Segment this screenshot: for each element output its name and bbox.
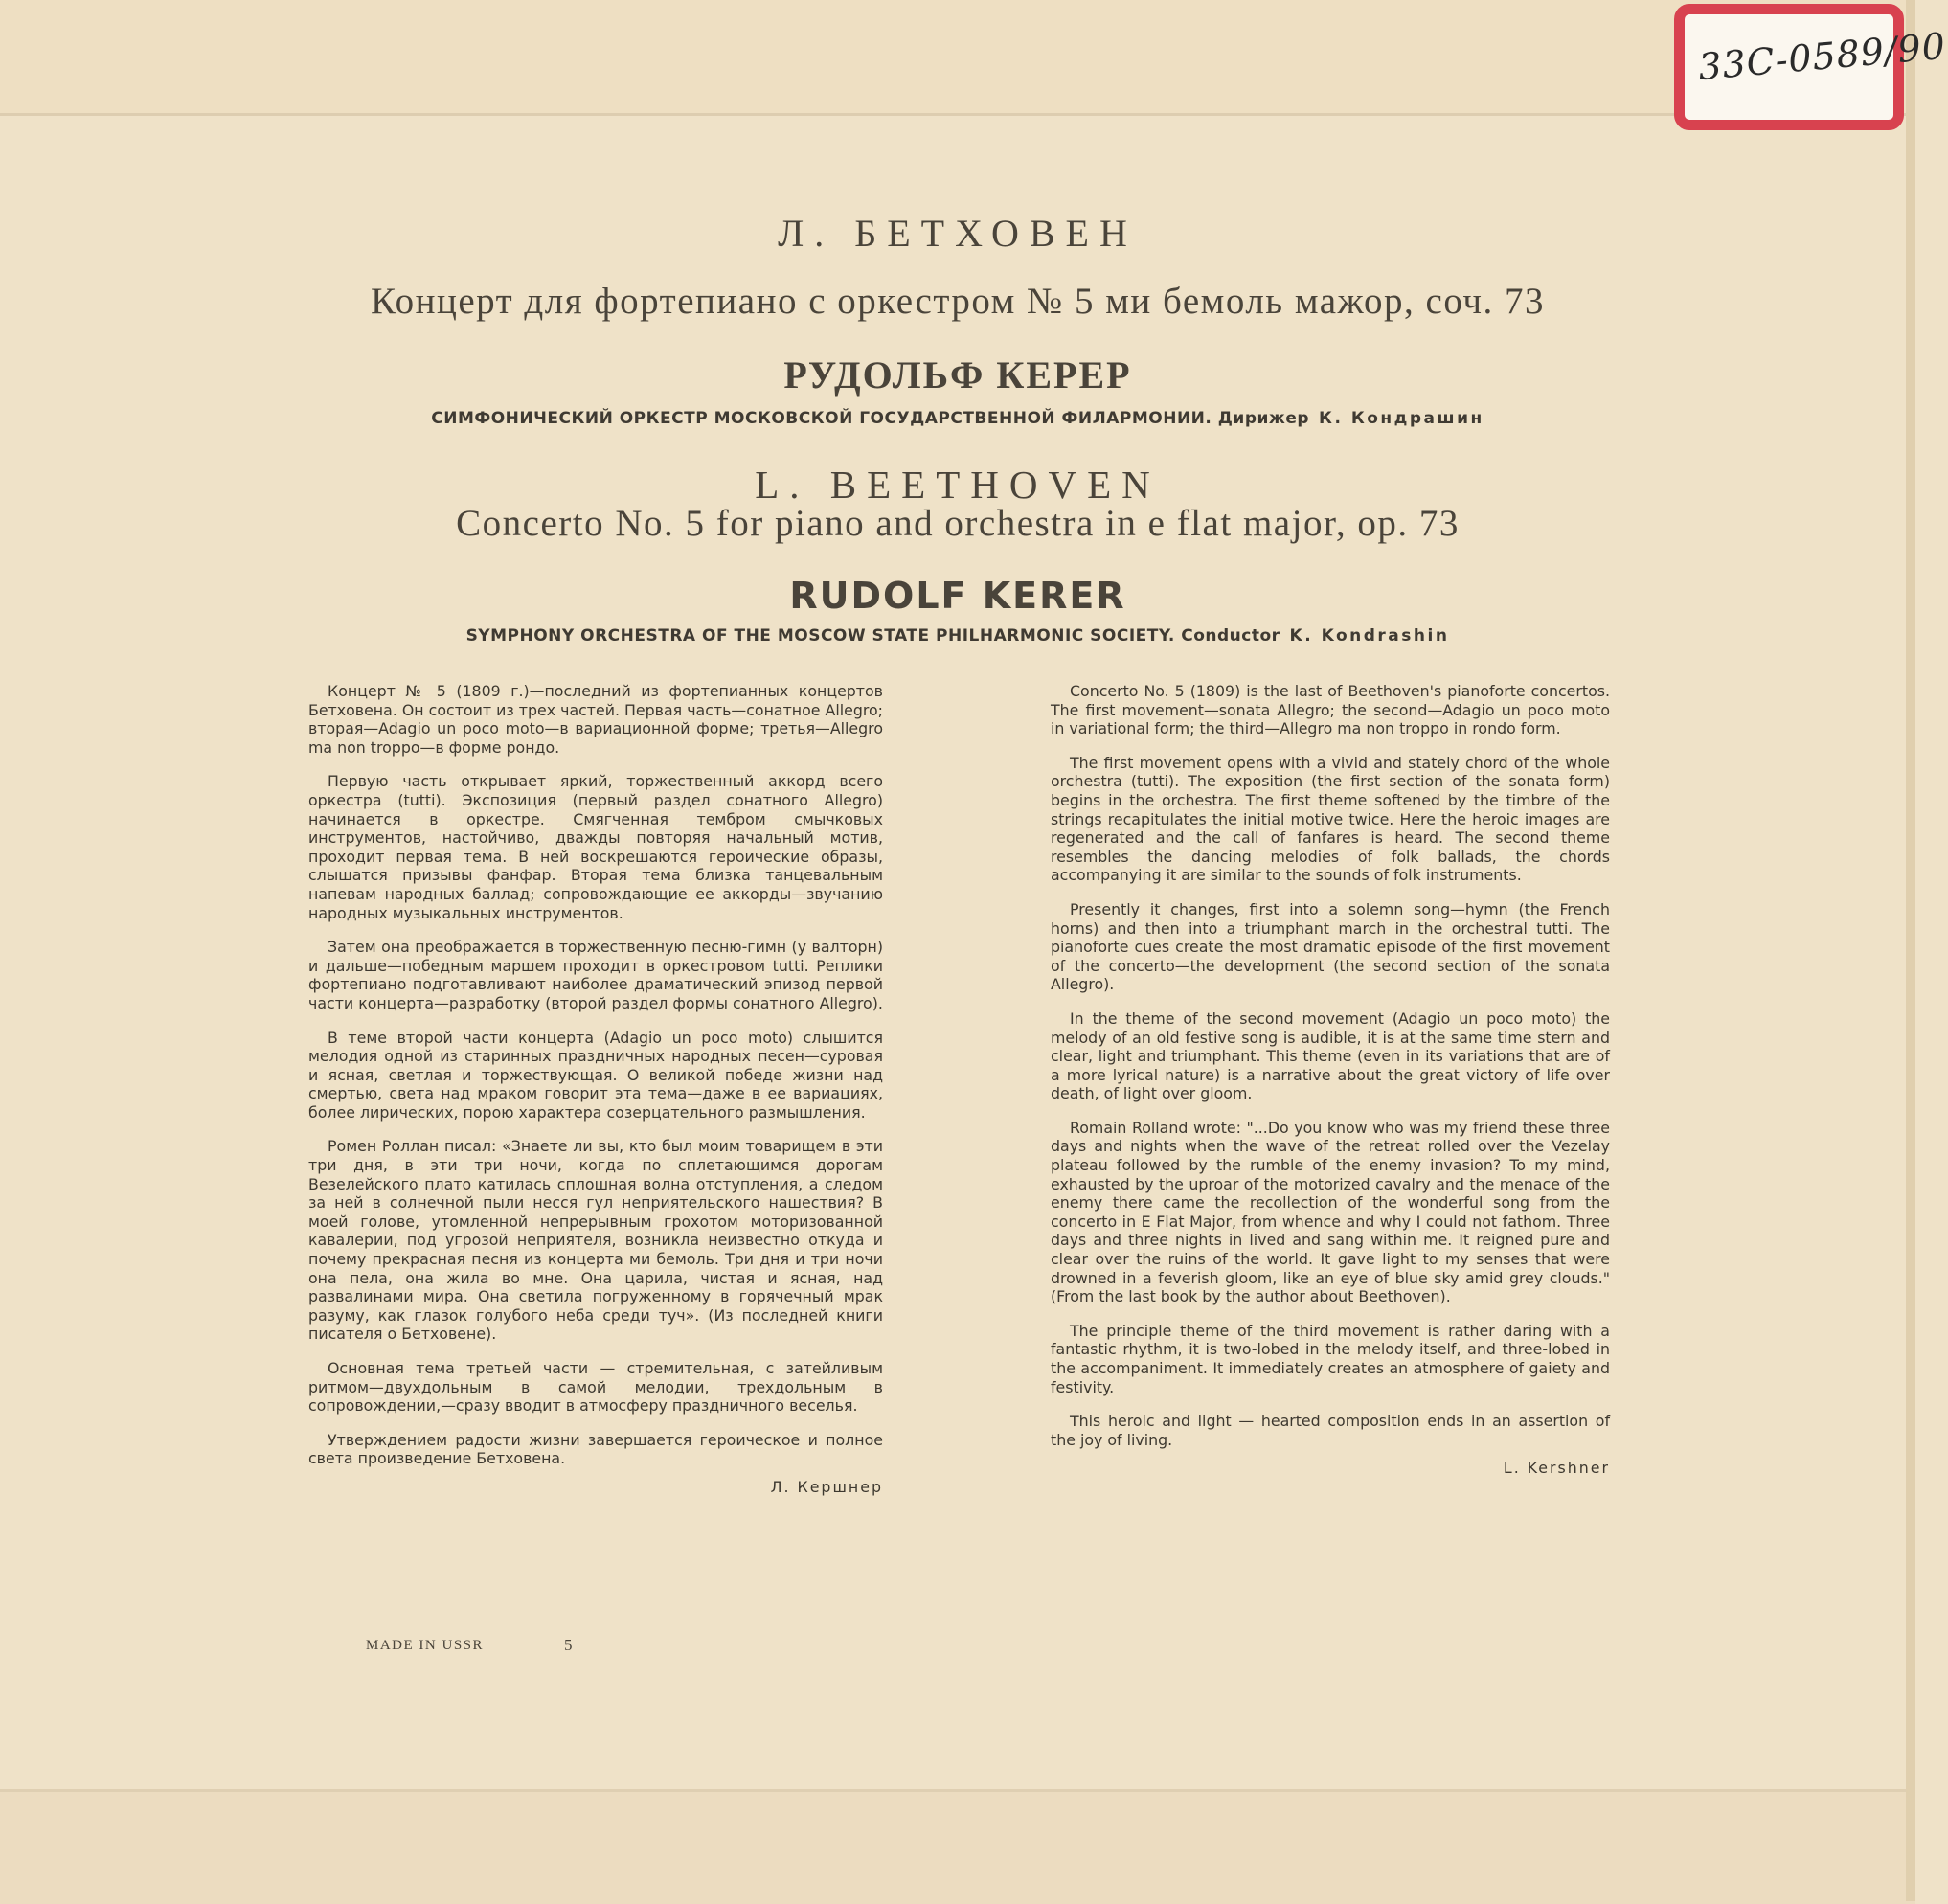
catalog-sticker [1674, 4, 1948, 130]
notes-paragraph: Ромен Роллан писал: «Знаете ли вы, кто был моим товарищем в эти три дня, в эти три ночи, когда по сплетающимся дорогам Везелейского плато катилась сплошная волна отступления, а следом за ней в солнечной пыли несся гул неприятельского нашествия? В моей голове, утомленной непрерывным грохотом моторизованной кавалерии, под угрозой неприятеля, возникла неизвестно откуда и почему прекрасная песня из концерта ми бемоль. Три дня и три ночи она пела, она жила во мне. Она царила, чистая и ясная, над развалинами мира. Она светила погруженному в горячечный мрак разуму, как глазок голубого неба среди туч». (Из последней книги писателя о Бетховене). [308, 1137, 883, 1344]
notes-paragraph: Концерт № 5 (1809 г.)—последний из фортепианных концертов Бетховена. Он состоит из трех частей. Первая часть—сонатное Allegro; вторая—Adagio un poco moto—в вариационной форме; третья—Allegro ma non troppo—в форме рондо. [308, 682, 883, 757]
liner-notes-russian [308, 682, 883, 1497]
soloist-name-en: RUDOLF KERER [789, 575, 1126, 617]
notes-paragraph: Затем она преображается в торжественную песню-гимн (у валторн) и дальше—победным маршем проходит в оркестровом tutti. Реплики фортепиано подготавливают наиболее драматический эпизод первой части концерта—разработку (второй раздел формы сонатного Allegro). [308, 938, 883, 1012]
notes-paragraph: Утверждением радости жизни завершается героическое и полное света произведение Бетховена. [308, 1430, 883, 1468]
orchestra-name-ru: СИМФОНИЧЕСКИЙ ОРКЕСТР МОСКОВСКОЙ ГОСУДАРСТВЕННОЙ ФИЛАРМОНИИ. Дирижер [431, 409, 1310, 428]
work-title-ru: Концерт для фортепиано с оркестром № 5 ми бемоль мажор, соч. 73 [371, 281, 1545, 322]
notes-paragraph: This heroic and light — hearted composition ends in an assertion of the joy of living. [1051, 1412, 1610, 1449]
soloist-name-ru: РУДОЛЬФ КЕРЕР [783, 353, 1132, 397]
made-in-label: MADE IN USSR [366, 1638, 485, 1653]
notes-paragraph: Romain Rolland wrote: "...Do you know who was my friend these three days and nights when the wave of the retreat rolled over the Vezelay plateau followed by the rumble of the enemy invasion? To my mind, exhausted by the uproar of the motorized cavalry and the menace of the enemy there came the recollection of the wonderful song from the concerto in E Flat Major, from whence and why I could not fathom. Three days and three nights in lived and sang within me. It reigned pure and clear over the ruins of the world. It gave light to my senses that were drowned in a feverish gloom, like an eye of blue sky amid grey clouds." (From the last book by the author about Beethoven). [1051, 1118, 1610, 1306]
conductor-name-en: K. Kondrashin [1289, 626, 1450, 646]
notes-paragraph: In the theme of the second movement (Adagio un poco moto) the melody of an old festive song is audible, it is at the same time stern and clear, light and triumphant. This theme (even in its variations that are of a more lyrical nature) is a narrative about the great victory of life over death, of light over gloom. [1051, 1009, 1610, 1103]
notes-paragraph: Presently it changes, first into a solemn song—hymn (the French horns) and then into a triumphant march in the orchestral tutti. The pianoforte cues create the most dramatic episode of the first movement of the concerto—the development (the second section of the sonata Allegro). [1051, 899, 1610, 994]
author-signature-en: L. Kershner [1503, 1459, 1610, 1478]
work-title-en: Concerto No. 5 for piano and orchestra in e flat major, op. 73 [456, 503, 1460, 544]
notes-paragraph: В теме второй части концерта (Adagio un poco moto) слышится мелодия одной из старинных праздничных народных песен—суровая и ясная, светлая и торжествующая. О великой победе жизни над смертью, света над мраком говорит эта тема—даже в ее вариациях, более лирических, порою характера созерцательного размышления. [308, 1028, 883, 1122]
orchestra-credit-en [0, 626, 1915, 646]
notes-paragraph: Concerto No. 5 (1809) is the last of Beethoven's pianoforte concertos. The first movement—sonata Allegro; the second—Adagio un poco moto in variational form; the third—Allegro ma non troppo in rondo form. [1051, 682, 1610, 738]
bottom-sleeve-strip [0, 1789, 1915, 1904]
composer-title-ru: Л. БЕТХОВЕН [778, 212, 1138, 255]
orchestra-credit-ru [0, 409, 1915, 428]
notes-paragraph: The principle theme of the third movement is rather daring with a fantastic rhythm, it is two-lobed in the melody itself, and three-lobed in the accompaniment. It immediately creates an atmosphere of gaiety and festivity. [1051, 1321, 1610, 1396]
notes-paragraph: Основная тема третьей части — стремительная, с затейливым ритмом—двухдольным в самой мелодии, трехдольным в сопровождении,—сразу вводит в атмосферу праздничного веселья. [308, 1359, 883, 1416]
page-number: 5 [564, 1636, 573, 1654]
composer-title-en: L. BEETHOVEN [755, 463, 1161, 507]
top-sleeve-strip [0, 0, 1915, 116]
author-signature-ru: Л. Кершнер [770, 1477, 883, 1496]
conductor-name-ru: К. Кондрашин [1319, 409, 1484, 428]
orchestra-name-en: SYMPHONY ORCHESTRA OF THE MOSCOW STATE PHILHARMONIC SOCIETY. Conductor [465, 626, 1280, 646]
liner-notes-english [1051, 682, 1610, 1478]
notes-paragraph: Первую часть открывает яркий, торжественный аккорд всего оркестра (tutti). Экспозиция (первый раздел сонатного Allegro) начинается в оркестре. Смягченная тембром смычковых инструментов, настойчиво, дважды повторяя начальный мотив, проходит первая тема. В ней воскрешаются героические образы, слышатся призывы фанфар. Вторая тема близка танцевальным напевам народных баллад; сопровождающие ее аккорды—звучанию народных музыкальных инструментов. [308, 772, 883, 922]
catalog-number-handwritten: 33С-0589/90 [1696, 24, 1948, 89]
notes-paragraph: The first movement opens with a vivid and stately chord of the whole orchestra (tutti). The exposition (the first section of the sonata form) begins in the orchestra. The first theme softened by the timbre of the strings recapitulates the initial motive twice. Here the heroic images are regenerated and the call of fanfares is heard. The second theme resembles the dancing melodies of folk ballads, the chords accompanying it are similar to the sounds of folk instruments. [1051, 753, 1610, 885]
